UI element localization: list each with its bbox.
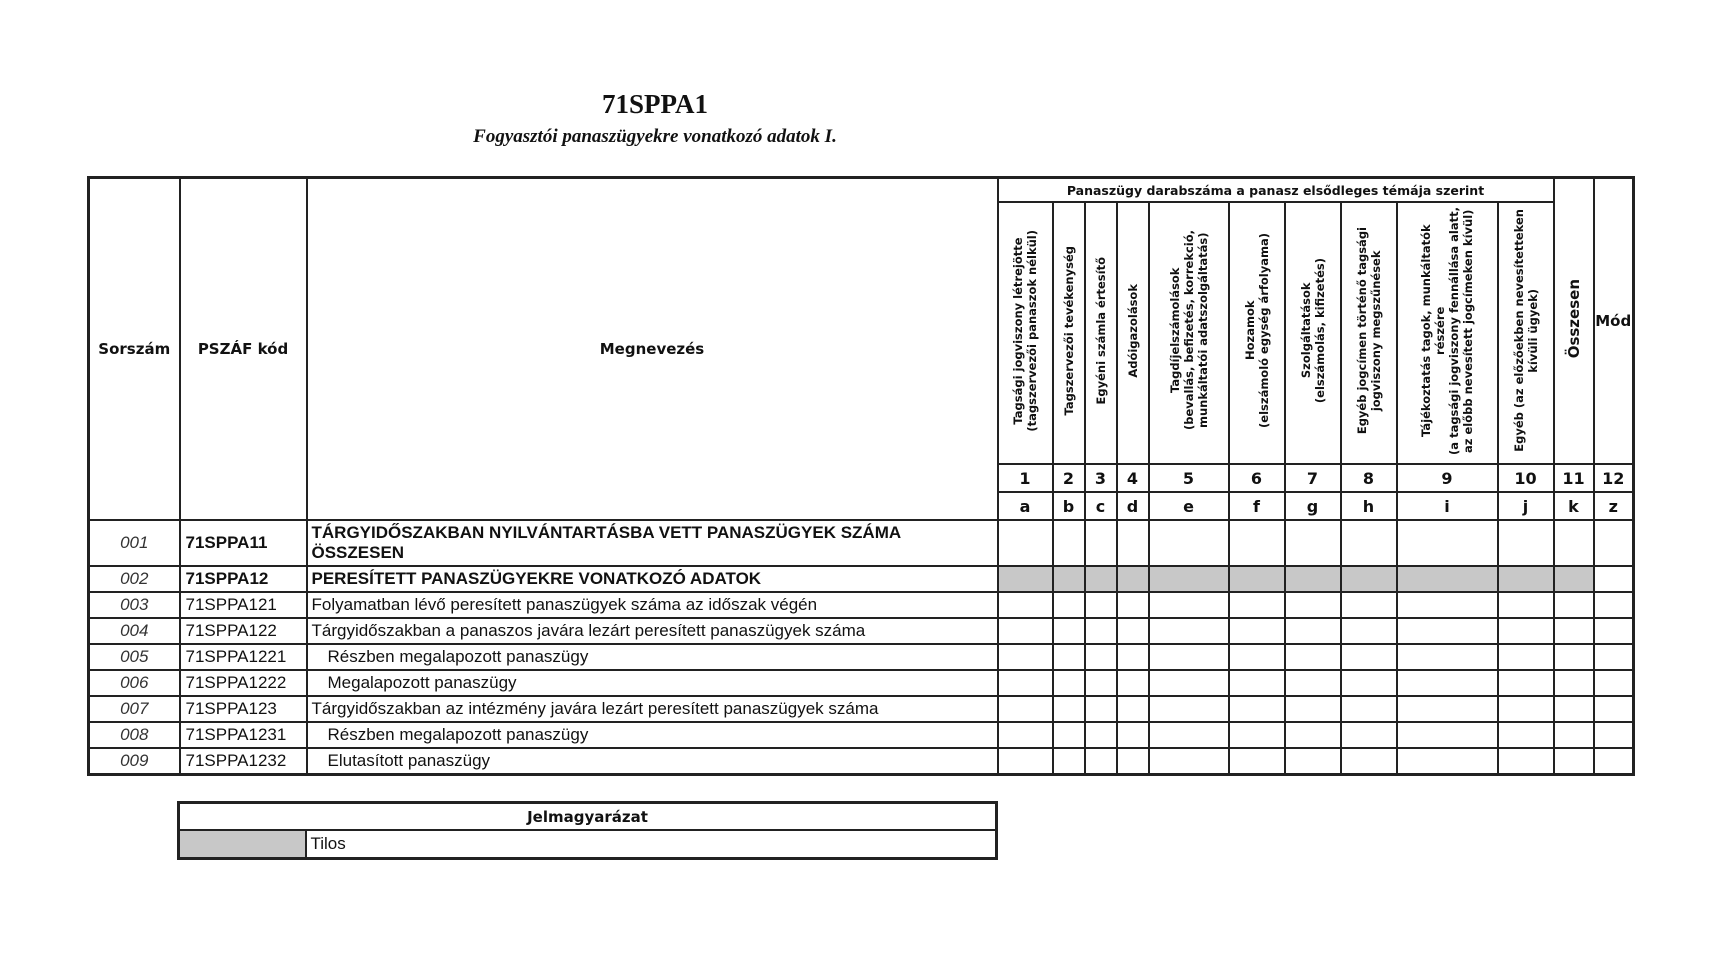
row-kod: 71SPPA123 <box>180 696 307 722</box>
data-cell[interactable] <box>1053 670 1085 696</box>
page-subtitle: Fogyasztói panaszügyekre vonatkozó adatok I. <box>473 126 837 147</box>
legend-swatch <box>179 830 306 859</box>
col-letter: a <box>998 492 1053 520</box>
row-kod: 71SPPA1221 <box>180 644 307 670</box>
data-cell[interactable] <box>1554 696 1594 722</box>
row-sorszam: 007 <box>89 696 180 722</box>
data-cell[interactable] <box>1117 592 1149 618</box>
table-row <box>89 566 1634 592</box>
col-num: 12 <box>1594 464 1634 492</box>
forbidden-cell <box>1498 566 1554 592</box>
row-kod: 71SPPA121 <box>180 592 307 618</box>
col-letter: c <box>1085 492 1117 520</box>
data-cell[interactable] <box>1285 520 1341 566</box>
data-cell[interactable] <box>1498 722 1554 748</box>
data-table <box>87 176 1635 776</box>
data-cell[interactable] <box>1498 670 1554 696</box>
forbidden-cell <box>1341 566 1397 592</box>
data-cell[interactable] <box>1341 592 1397 618</box>
data-cell[interactable] <box>1554 592 1594 618</box>
data-cell[interactable] <box>1554 748 1594 775</box>
data-cell[interactable] <box>1117 618 1149 644</box>
data-cell[interactable] <box>1053 644 1085 670</box>
header-group: Panaszügy darabszáma a panasz elsődleges témája szerint <box>998 178 1554 203</box>
data-cell[interactable] <box>1341 748 1397 775</box>
col-letter: i <box>1397 492 1498 520</box>
data-cell[interactable] <box>998 520 1053 566</box>
row-megnevezes: Részben megalapozott panaszügy <box>307 644 998 670</box>
row-megnevezes: Tárgyidőszakban a panaszos javára lezárt peresített panaszügyek száma <box>307 618 998 644</box>
data-cell[interactable] <box>1085 592 1117 618</box>
data-cell[interactable] <box>1149 670 1229 696</box>
data-cell[interactable] <box>1397 748 1498 775</box>
data-cell[interactable] <box>1341 644 1397 670</box>
row-kod: 71SPPA12 <box>180 566 307 592</box>
data-cell[interactable] <box>1053 618 1085 644</box>
header-col-2: Tagszervezői tevékenység <box>1053 202 1085 464</box>
data-cell[interactable] <box>1285 696 1341 722</box>
data-cell[interactable] <box>1594 618 1634 644</box>
data-cell[interactable] <box>1397 520 1498 566</box>
data-cell[interactable] <box>1149 696 1229 722</box>
table-row <box>89 670 1634 696</box>
row-sorszam: 001 <box>89 520 180 566</box>
data-cell[interactable] <box>1285 748 1341 775</box>
data-cell[interactable] <box>1117 520 1149 566</box>
col-letter: k <box>1554 492 1594 520</box>
data-cell[interactable] <box>1149 592 1229 618</box>
row-sorszam: 003 <box>89 592 180 618</box>
data-cell[interactable] <box>1117 644 1149 670</box>
row-megnevezes: Folyamatban lévő peresített panaszügyek száma az időszak végén <box>307 592 998 618</box>
col-num: 3 <box>1085 464 1117 492</box>
data-cell[interactable] <box>1085 644 1117 670</box>
data-cell[interactable] <box>1341 618 1397 644</box>
data-cell[interactable] <box>1594 644 1634 670</box>
data-cell[interactable] <box>1053 592 1085 618</box>
data-cell[interactable] <box>1341 520 1397 566</box>
header-col-8: Egyéb jogcímen történő tagsági jogviszony megszűnések <box>1341 202 1397 464</box>
data-cell[interactable] <box>1554 722 1594 748</box>
data-cell[interactable] <box>1117 696 1149 722</box>
data-cell[interactable] <box>998 644 1053 670</box>
col-num: 8 <box>1341 464 1397 492</box>
data-cell[interactable] <box>1229 748 1285 775</box>
data-cell[interactable] <box>1594 592 1634 618</box>
data-cell[interactable] <box>1397 592 1498 618</box>
header-megnevezes: Megnevezés <box>307 178 998 521</box>
data-cell[interactable] <box>1285 644 1341 670</box>
table-row <box>89 644 1634 670</box>
col-letter: z <box>1594 492 1634 520</box>
row-kod: 71SPPA122 <box>180 618 307 644</box>
col-num: 2 <box>1053 464 1085 492</box>
data-cell[interactable] <box>1554 644 1594 670</box>
data-cell[interactable] <box>1341 722 1397 748</box>
col-letter: d <box>1117 492 1149 520</box>
data-cell[interactable] <box>1085 618 1117 644</box>
data-cell[interactable] <box>1229 644 1285 670</box>
data-cell[interactable] <box>1149 644 1229 670</box>
row-sorszam: 005 <box>89 644 180 670</box>
data-cell[interactable] <box>1498 520 1554 566</box>
col-num: 11 <box>1554 464 1594 492</box>
row-megnevezes: PERESÍTETT PANASZÜGYEKRE VONATKOZÓ ADATOK <box>307 566 998 592</box>
data-cell[interactable] <box>1285 618 1341 644</box>
forbidden-cell <box>1554 566 1594 592</box>
header-osszesen: Összesen <box>1554 178 1594 465</box>
col-letter: j <box>1498 492 1554 520</box>
header-mod: Mód <box>1594 178 1634 465</box>
col-num: 4 <box>1117 464 1149 492</box>
data-cell[interactable] <box>1341 696 1397 722</box>
header-col-5: Tagdíjelszámolások (bevallás, befizetés, korrekció, munkáltatói adatszolgáltatás) <box>1149 202 1229 464</box>
header-col-1: Tagsági jogviszony létrejötte (tagszervezői panaszok nélkül) <box>998 202 1053 464</box>
data-cell[interactable] <box>1554 670 1594 696</box>
data-cell[interactable] <box>1053 520 1085 566</box>
header-pszaf-kod: PSZÁF kód <box>180 178 307 521</box>
data-cell[interactable] <box>1594 722 1634 748</box>
header-col-7: Szolgáltatások (elszámolás, kifizetés) <box>1285 202 1341 464</box>
col-letter: g <box>1285 492 1341 520</box>
col-letter: f <box>1229 492 1285 520</box>
forbidden-cell <box>1285 566 1341 592</box>
col-letter: e <box>1149 492 1229 520</box>
data-cell[interactable] <box>1085 520 1117 566</box>
header-col-3: Egyéni számla értesítő <box>1085 202 1117 464</box>
data-cell[interactable] <box>1397 644 1498 670</box>
page-title: 71SPPA1 <box>602 89 708 119</box>
data-cell[interactable] <box>1594 566 1634 592</box>
data-cell[interactable] <box>1149 748 1229 775</box>
row-megnevezes: Megalapozott panaszügy <box>307 670 998 696</box>
data-cell[interactable] <box>998 722 1053 748</box>
data-cell[interactable] <box>1229 670 1285 696</box>
row-sorszam: 004 <box>89 618 180 644</box>
row-megnevezes: TÁRGYIDŐSZAKBAN NYILVÁNTARTÁSBA VETT PANASZÜGYEK SZÁMA ÖSSZESEN <box>307 520 998 566</box>
data-cell[interactable] <box>1285 670 1341 696</box>
data-cell[interactable] <box>1229 722 1285 748</box>
table-row <box>89 520 1634 566</box>
data-cell[interactable] <box>1229 520 1285 566</box>
row-sorszam: 009 <box>89 748 180 775</box>
data-cell[interactable] <box>1085 670 1117 696</box>
forbidden-cell <box>1397 566 1498 592</box>
data-cell[interactable] <box>998 592 1053 618</box>
col-letter: h <box>1341 492 1397 520</box>
table-row <box>89 696 1634 722</box>
data-cell[interactable] <box>1229 696 1285 722</box>
forbidden-cell <box>1085 566 1117 592</box>
data-cell[interactable] <box>998 670 1053 696</box>
header-col-9: Tájékoztatás tagok, munkáltatók részére (a tagsági jogviszony fennállása alatt, az előbb nevesített jogcímeken kívül) <box>1397 202 1498 464</box>
table-row <box>89 722 1634 748</box>
data-cell[interactable] <box>1229 618 1285 644</box>
row-megnevezes: Tárgyidőszakban az intézmény javára lezárt peresített panaszügyek száma <box>307 696 998 722</box>
data-cell[interactable] <box>998 618 1053 644</box>
data-cell[interactable] <box>1341 670 1397 696</box>
table-row <box>89 618 1634 644</box>
data-cell[interactable] <box>998 748 1053 775</box>
header-col-4: Adóigazolások <box>1117 202 1149 464</box>
data-cell[interactable] <box>1554 618 1594 644</box>
data-cell[interactable] <box>1498 618 1554 644</box>
data-cell[interactable] <box>1397 722 1498 748</box>
data-cell[interactable] <box>1117 670 1149 696</box>
col-num: 5 <box>1149 464 1229 492</box>
data-cell[interactable] <box>1053 696 1085 722</box>
data-cell[interactable] <box>1149 722 1229 748</box>
col-num: 10 <box>1498 464 1554 492</box>
row-kod: 71SPPA1231 <box>180 722 307 748</box>
legend-title: Jelmagyarázat <box>179 803 997 831</box>
data-cell[interactable] <box>1149 618 1229 644</box>
row-megnevezes: Részben megalapozott panaszügy <box>307 722 998 748</box>
row-megnevezes: Elutasított panaszügy <box>307 748 998 775</box>
data-cell[interactable] <box>1229 592 1285 618</box>
data-cell[interactable] <box>1594 748 1634 775</box>
header-col-10: Egyéb (az előzőekben nevesítetteken kívüli ügyek) <box>1498 202 1554 464</box>
forbidden-cell <box>1053 566 1085 592</box>
data-cell[interactable] <box>1285 722 1341 748</box>
col-num: 1 <box>998 464 1053 492</box>
data-cell[interactable] <box>1397 670 1498 696</box>
header-sorszam: Sorszám <box>89 178 180 521</box>
row-kod: 71SPPA1232 <box>180 748 307 775</box>
data-cell[interactable] <box>1285 592 1341 618</box>
table-row <box>89 748 1634 775</box>
data-cell[interactable] <box>1498 592 1554 618</box>
table-row <box>89 592 1634 618</box>
data-cell[interactable] <box>1085 748 1117 775</box>
col-num: 7 <box>1285 464 1341 492</box>
legend-table <box>177 801 998 860</box>
col-num: 9 <box>1397 464 1498 492</box>
col-num: 6 <box>1229 464 1285 492</box>
data-cell[interactable] <box>1397 696 1498 722</box>
row-kod: 71SPPA11 <box>180 520 307 566</box>
data-cell[interactable] <box>1085 696 1117 722</box>
data-cell[interactable] <box>1149 520 1229 566</box>
data-cell[interactable] <box>1117 722 1149 748</box>
row-sorszam: 006 <box>89 670 180 696</box>
data-cell[interactable] <box>1397 618 1498 644</box>
forbidden-cell <box>998 566 1053 592</box>
data-cell[interactable] <box>1498 696 1554 722</box>
data-cell[interactable] <box>1594 696 1634 722</box>
header-col-6: Hozamok (elszámoló egység árfolyama) <box>1229 202 1285 464</box>
data-cell[interactable] <box>1594 670 1634 696</box>
data-cell[interactable] <box>1554 520 1594 566</box>
data-cell[interactable] <box>1053 722 1085 748</box>
row-kod: 71SPPA1222 <box>180 670 307 696</box>
forbidden-cell <box>1117 566 1149 592</box>
col-letter: b <box>1053 492 1085 520</box>
data-cell[interactable] <box>1594 520 1634 566</box>
data-cell[interactable] <box>998 696 1053 722</box>
forbidden-cell <box>1149 566 1229 592</box>
data-cell[interactable] <box>1498 644 1554 670</box>
data-cell[interactable] <box>1053 748 1085 775</box>
forbidden-cell <box>1229 566 1285 592</box>
legend-label: Tilos <box>306 830 997 859</box>
data-cell[interactable] <box>1085 722 1117 748</box>
data-cell[interactable] <box>1117 748 1149 775</box>
row-sorszam: 002 <box>89 566 180 592</box>
row-sorszam: 008 <box>89 722 180 748</box>
data-cell[interactable] <box>1498 748 1554 775</box>
